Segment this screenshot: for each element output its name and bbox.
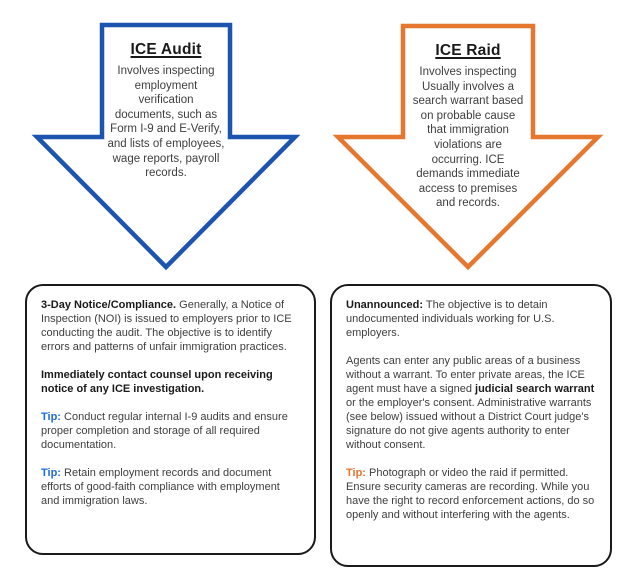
raid-description: Involves inspecting Usually involves a search warrant based on probable cause that immigration violations are occurring. ICE demands immediate access to premises and records. — [412, 66, 524, 210]
raid-unannounced-body: The objective is to detain undocumented individuals working for U.S. employers. — [346, 299, 555, 339]
audit-notice-body: Generally, a Notice of Inspection (NOI) is issued to employers prior to ICE conducting the audit. The objective is to identify errors and patterns of unfair immigration practices. — [41, 299, 292, 353]
audit-notice-heading: 3-Day Notice/Compliance. — [41, 299, 177, 311]
raid-tip-text: Photograph or video the raid if permitted. Ensure security cameras are recording. While you have the right to record enforcement actions, do so openly and without interfering with the agents. — [346, 467, 595, 521]
audit-tip1-text: Conduct regular internal I-9 audits and ensure proper completion and storage of all required documentation. — [41, 411, 288, 451]
raid-agents-paragraph — [346, 354, 596, 452]
raid-info-box — [330, 284, 612, 567]
audit-title: ICE Audit — [130, 41, 202, 58]
audit-arrow-text — [84, 40, 248, 181]
audit-tip2-paragraph — [41, 466, 300, 508]
raid-agents-post: or the employer's consent. Administrative warrants (see below) issued without a District Court judge's signature do not give agents authority to enter without consent. — [346, 397, 592, 451]
raid-agents-bold: judicial search warrant — [475, 383, 595, 395]
audit-description: Involves inspecting employment verification documents, such as Form I-9 and E-Verify, and lists of employees, wage reports, payroll records. — [107, 65, 225, 180]
audit-counsel-text: Immediately contact counsel upon receiving notice of any ICE investigation. — [41, 369, 273, 395]
audit-info-box — [25, 284, 316, 555]
raid-title: ICE Raid — [435, 42, 501, 59]
raid-tip-paragraph — [346, 466, 596, 522]
audit-tip2-text: Retain employment records and document efforts of good-faith compliance with employment and immigration laws. — [41, 467, 280, 507]
raid-tip-label: Tip: — [346, 467, 366, 479]
raid-arrow-text — [386, 41, 550, 211]
audit-tip1-paragraph — [41, 410, 300, 452]
raid-unannounced-paragraph — [346, 298, 596, 340]
audit-tip1-label: Tip: — [41, 411, 61, 423]
audit-tip2-label: Tip: — [41, 467, 61, 479]
raid-agents-pre: Agents can enter any public areas of a business without a warrant. To enter private areas, the ICE agent must have a signed — [346, 355, 585, 395]
audit-notice-paragraph — [41, 298, 300, 354]
audit-counsel-paragraph — [41, 368, 300, 396]
raid-unannounced-heading: Unannounced: — [346, 299, 423, 311]
